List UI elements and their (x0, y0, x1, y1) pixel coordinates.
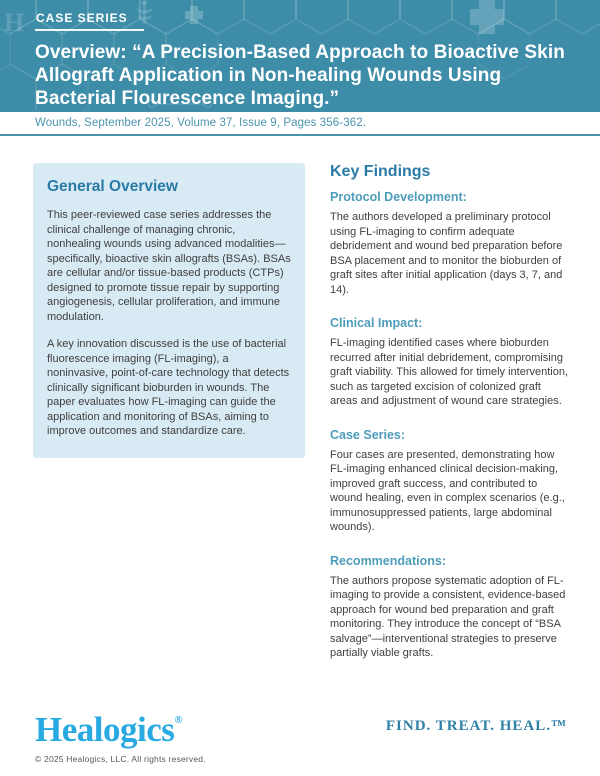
overview-paragraph: A key innovation discussed is the use of bacterial fluorescence imaging (FL-imaging), a noninvasive, point-of-care technology that detects clinically significant bioburden in wounds. The paper evaluates how FL-imaging can guide the application and monitoring of BSAs, aiming to improve outcomes and standardize care. (47, 338, 290, 437)
finding-text: FL-imaging identified cases where bioburden recurred after initial debridement, compromising graft viability. This allowed for timely intervention, such as targeted excision of colonized graft areas and adjustment of wound care strategies. (330, 337, 569, 407)
journal-citation: Wounds, September 2025, Volume 37, Issue 9, Pages 356-362. (35, 117, 366, 129)
cross-icon (470, 0, 504, 34)
citation-band (0, 112, 600, 136)
finding-text: Four cases are presented, demonstrating how FL-imaging enhanced clinical decision-making, improved graft success, and contributed to wound healing, even in complex scenarios (e.g., immunosuppressed patients, large abdominal wounds). (330, 448, 565, 533)
footer (35, 702, 567, 764)
finding-section-clinical-impact (330, 316, 570, 409)
finding-label: Protocol Development: (330, 190, 467, 204)
svg-text:H: H (4, 8, 25, 37)
main-content (0, 136, 600, 661)
badge-case-series: CASE SERIES (35, 11, 144, 31)
registered-mark: ® (174, 714, 183, 726)
finding-section-protocol-development (330, 190, 570, 297)
h-monogram-icon (4, 8, 24, 37)
cross-icon (185, 6, 203, 24)
footer-brand-block (35, 702, 206, 764)
general-overview-heading: General Overview (47, 178, 178, 195)
finding-text: The authors developed a preliminary protocol using FL-imaging to confirm adequate debridement and wound bed preparation before BSA placement and to monitor the bioburden of graft sites after initial application (days 3, 7, and 14). (330, 211, 563, 296)
key-findings-column (330, 163, 570, 661)
finding-text: The authors propose systematic adoption of FL-imaging to provide a consistent, evidence-based approach for wound bed preparation and graft monitoring. They introduce the concept of “BSA salvage”—interventional strategies to preserve partially viable grafts. (330, 574, 566, 659)
finding-label: Recommendations: (330, 553, 446, 568)
general-overview-panel (33, 163, 305, 458)
finding-section-case-series (330, 428, 570, 535)
overview-paragraph: This peer-reviewed case series addresses the clinical challenge of managing chronic, nonhealing wounds using advanced modalities—specifically, bioactive skin allografts (BSAs). BSAs are cellular and/or tissue-based products (CTPs) designed to promote tissue repair by supporting angiogenesis, cellular proliferation, and immune modulation. (47, 209, 291, 323)
healogics-logo (35, 702, 206, 748)
logo-wordmark: Healogics (35, 710, 175, 749)
brand-tagline: FIND. TREAT. HEAL.™ (385, 717, 567, 734)
finding-label: Case Series: (330, 427, 406, 442)
key-findings-heading: Key Findings (330, 163, 431, 180)
finding-label: Clinical Impact: (330, 316, 423, 330)
page-title: Overview: “A Precision-Based Approach to Bioactive Skin Allograft Application in Non-healing Wounds Using Bacterial Flourescence Imaging.” (35, 42, 565, 109)
header-banner (0, 0, 600, 112)
finding-section-recommendations (330, 554, 570, 661)
copyright-text: © 2025 Healogics, LLC. All rights reserved. (35, 754, 206, 764)
